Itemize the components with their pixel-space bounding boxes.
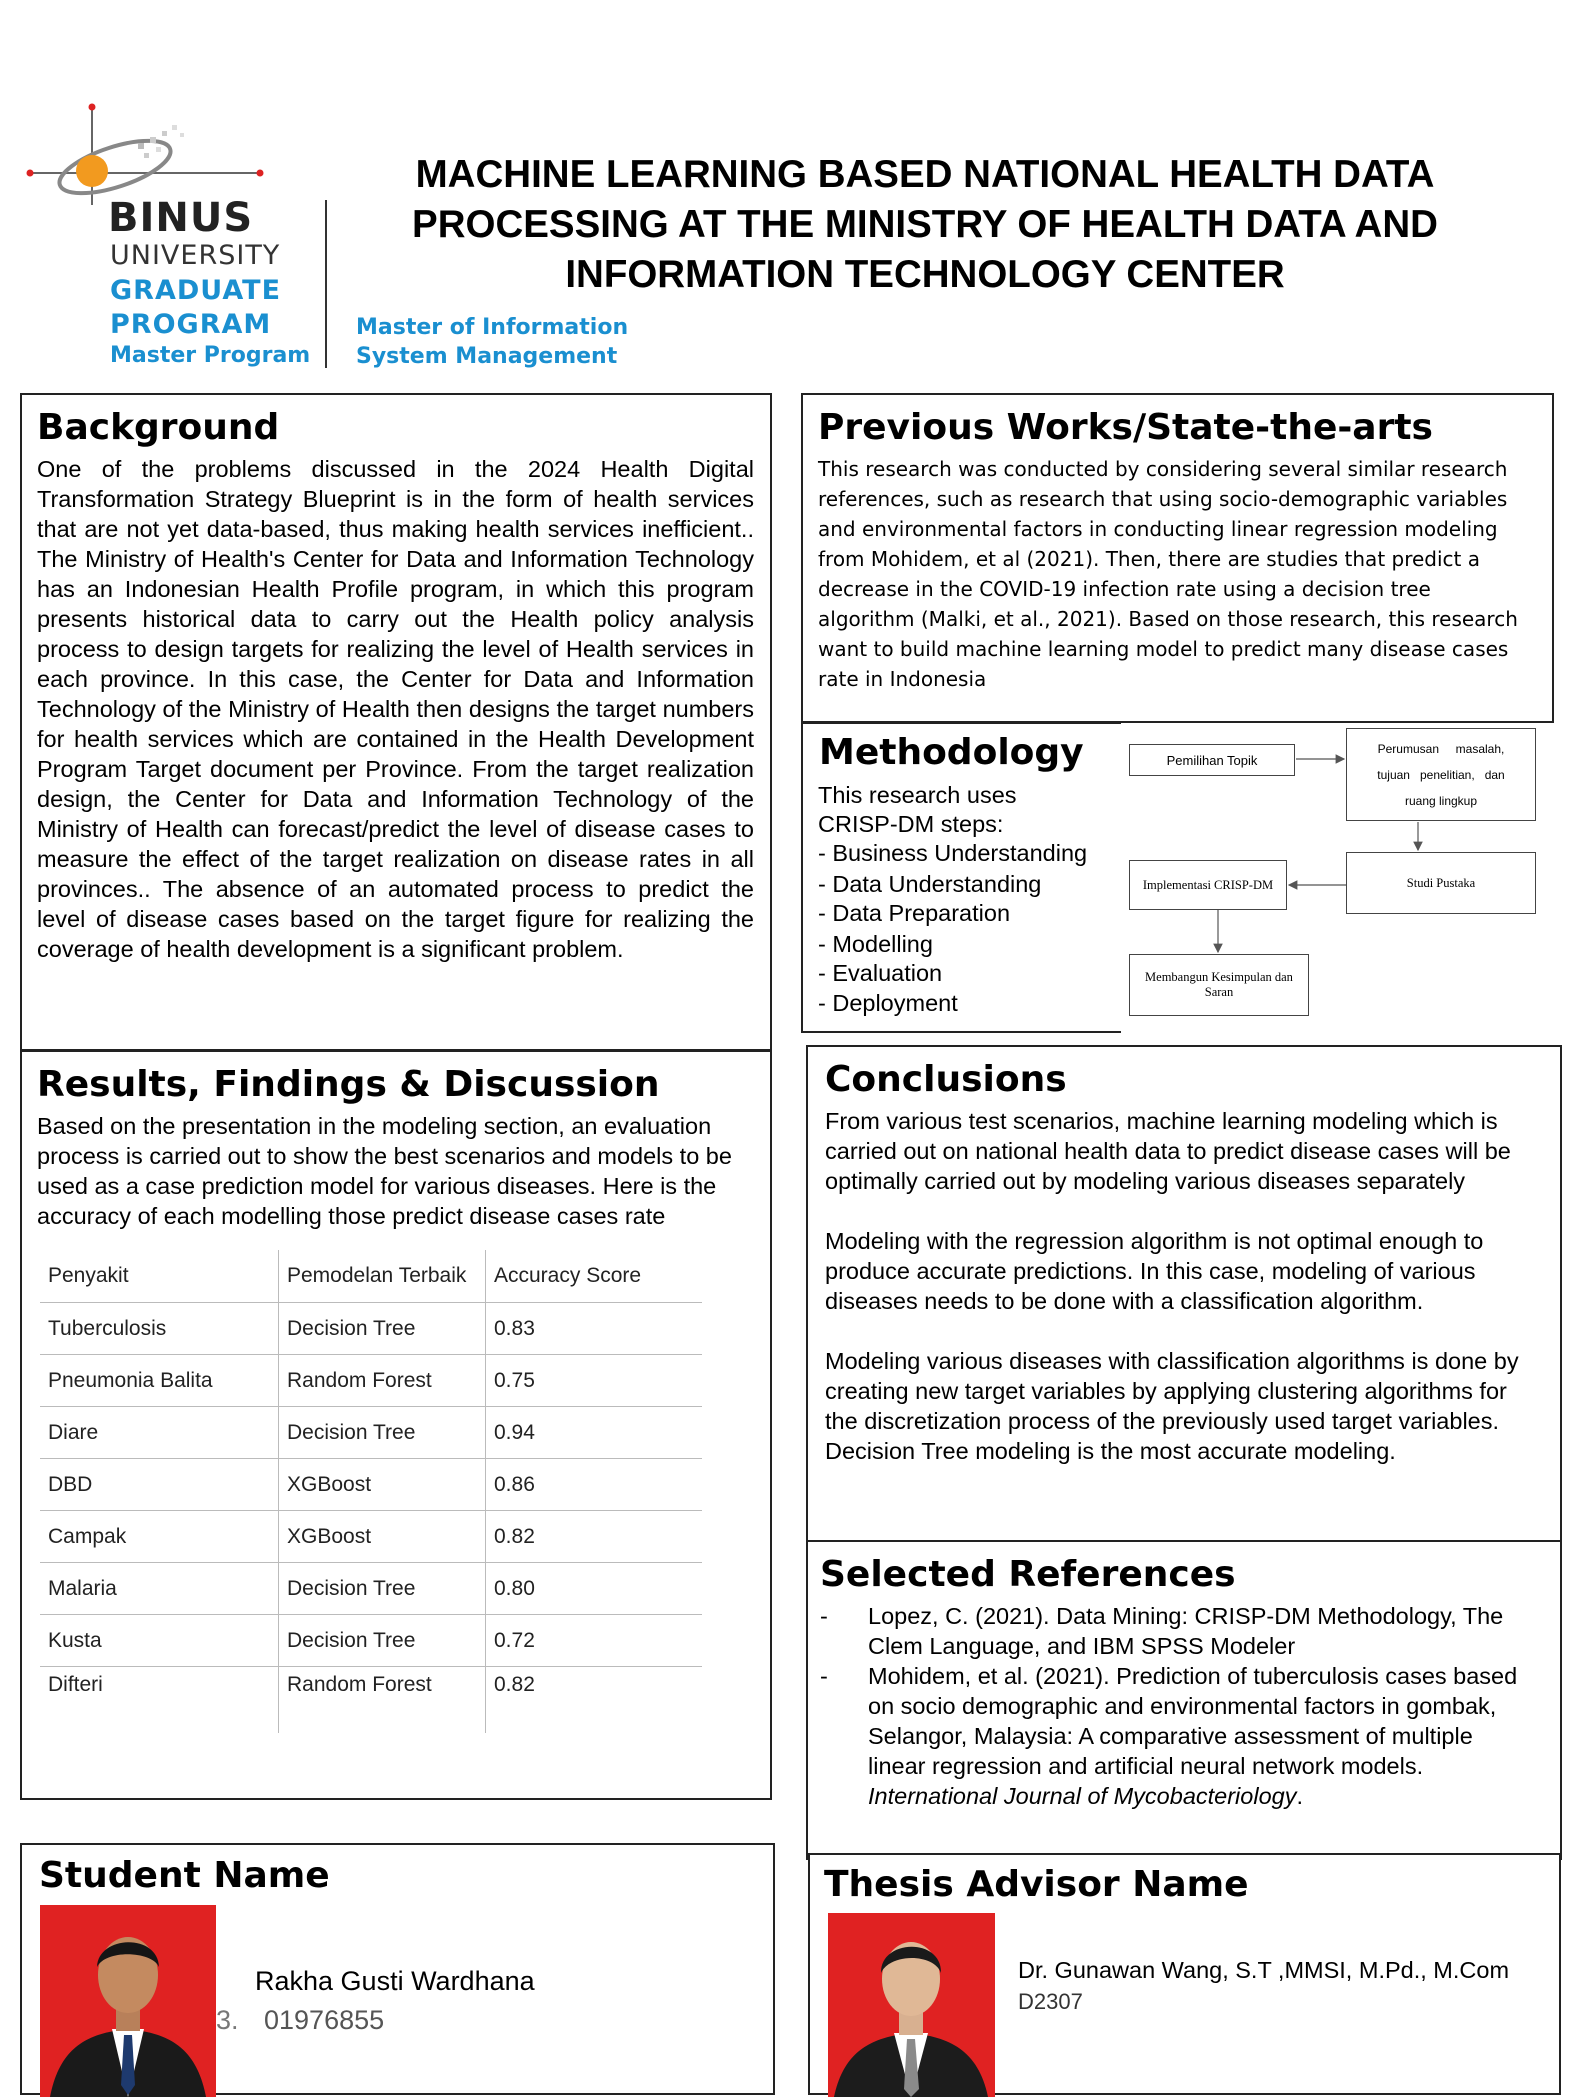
table-cell: Malaria (40, 1563, 279, 1615)
logo-master-program-text: Master Program (110, 343, 311, 368)
flow-perumusan-line1: Perumusan masalah, (1377, 741, 1505, 756)
table-cell: Pneumonia Balita (40, 1355, 279, 1407)
table-cell: 0.80 (486, 1563, 703, 1615)
background-text: One of the problems discussed in the 2024 Health Digital Transformation Strategy Blueprint is in the form of health services that are not yet data-based, thus making health services inefficient.. The Ministry of Health's Center for Data and Information Technology has an Indonesian Health Profile program, in which this program presents historical data to carry out the Health policy analysis process to design targets for realizing the level of Health services in each province. In this case, the Center for Data and Information Technology of the Ministry of Health then designs the target numbers for health services which are contained in the Health Development Program Target document per Province. From the target realization design, the Center for Data and Information Technology of the Ministry of Health can forecast/predict the level of disease cases to measure the effect of the target realization on disease rates in all provinces.. The absence of an automated process to predict the level of disease cases based on the target figure for realizing the coverage of health development is a significant problem. (37, 456, 754, 963)
previous-works-title: Previous Works/State-the-arts (818, 407, 1433, 448)
conclusions-paragraph: Modeling with the regression algorithm is not optimal enough to produce accurate predictions. In this case, modeling of various diseases needs to be done with a classification algorithm. (825, 1228, 1484, 1315)
logo-mis-line2: System Management (356, 344, 618, 369)
table-cell: Tuberculosis (40, 1303, 279, 1355)
table-cell: Decision Tree (279, 1615, 486, 1667)
previous-works-text: This research was conducted by considering several similar research references, such as research that using socio-demographic variables and environmental factors in conducting linear regression modeling from Mohidem, et al (2021). Then, there are studies that predict a decrease in the COVID-19 infection rate using a decision tree algorithm (Malki, et al., 2021). Based on those research, this research want to build machine learning model to predict many disease cases rate in Indonesia (818, 457, 1518, 692)
table-cell: Decision Tree (279, 1407, 486, 1459)
student-photo (40, 1905, 216, 2097)
reference-dash: - (820, 1603, 828, 1630)
advisor-code: D2307 (1018, 1989, 1083, 2014)
flow-perumusan-line2: tujuan penelitian, dan (1377, 767, 1505, 782)
conclusions-paragraph: From various test scenarios, machine learning modeling which is carried out on national health data to predict disease cases will be optimally carried out by modeling various diseases separately (825, 1108, 1511, 1195)
table-row (40, 1563, 702, 1615)
advisor-photo (828, 1913, 995, 2097)
reference-text: Lopez, C. (2021). Data Mining: CRISP-DM Methodology, The Clem Language, and IBM SPSS Modeler (868, 1603, 1504, 1660)
logo-mis-line1: Master of Information (356, 315, 629, 340)
conclusions-paragraph: Modeling various diseases with classification algorithms is done by creating new target variables by applying clustering algorithms for the discretization process of the previously used target variables. Decision Tree modeling is the most accurate modeling. (825, 1348, 1519, 1465)
table-cell: 0.83 (486, 1303, 703, 1355)
methodology-step: - Deployment (818, 990, 958, 1016)
methodology-step: - Data Preparation (818, 900, 1011, 926)
table-cell: Diare (40, 1407, 279, 1459)
logo-graduate-text: GRADUATE (110, 275, 282, 306)
table-row (40, 1459, 702, 1511)
methodology-step: - Business Understanding (818, 840, 1088, 866)
methodology-step: - Data Understanding (818, 871, 1042, 897)
references-section (806, 1540, 1562, 1860)
table-cell: 0.75 (486, 1355, 703, 1407)
advisor-name: Dr. Gunawan Wang, S.T ,MMSI, M.Pd., M.Com (1018, 1957, 1510, 1983)
table-cell: 0.86 (486, 1459, 703, 1511)
table-row (40, 1407, 702, 1459)
table-header-row (40, 1250, 702, 1303)
table-cell: Random Forest (279, 1355, 486, 1407)
table-header-cell: Accuracy Score (486, 1250, 703, 1303)
methodology-step: - Evaluation (818, 960, 943, 986)
poster-title: MACHINE LEARNING BASED NATIONAL HEALTH DATA PROCESSING AT THE MINISTRY OF HEALTH DATA AND INFORMATION TECHNOLOGY CENTER (412, 153, 1438, 296)
reference-dash: - (820, 1663, 828, 1690)
table-header-cell: Pemodelan Terbaik (279, 1250, 486, 1303)
previous-works-section (801, 393, 1554, 723)
reference-body (868, 1661, 1520, 1811)
results-text: Based on the presentation in the modeling section, an evaluation process is carried out to show the best scenarios and models to be used as a case prediction model for various diseases. Here is the accuracy of each modelling those predict disease cases rate (37, 1113, 732, 1230)
methodology-section (801, 722, 1554, 1034)
table-row (40, 1511, 702, 1563)
methodology-intro-2: CRISP-DM steps: (818, 811, 1004, 837)
table-cell: 0.82 (486, 1511, 703, 1563)
table-cell: 0.82 (494, 1673, 535, 1696)
student-id-prefix: 3. (216, 2005, 239, 2035)
references-title: Selected References (820, 1554, 1236, 1595)
table-cell: Kusta (40, 1615, 279, 1667)
logo-program-text: PROGRAM (110, 309, 272, 340)
flow-step-implementasi: Implementasi CRISP-DM (1129, 860, 1287, 910)
table-cell: DBD (40, 1459, 279, 1511)
reference-journal: International Journal of Mycobacteriology (868, 1783, 1297, 1810)
methodology-step: - Modelling (818, 931, 933, 957)
table-cell: 0.72 (486, 1615, 703, 1667)
table-cell: Random Forest (279, 1667, 486, 1734)
flow-step-pemilihan-topik: Pemilihan Topik (1129, 744, 1295, 776)
advisor-section (808, 1853, 1561, 2095)
conclusions-section (806, 1045, 1562, 1545)
results-section (20, 1050, 772, 1800)
student-title: Student Name (39, 1855, 330, 1896)
accuracy-table (40, 1250, 702, 1733)
table-cell: Decision Tree (279, 1563, 486, 1615)
table-cell: Decision Tree (279, 1303, 486, 1355)
crisp-dm-flow-diagram (1126, 722, 1554, 1034)
table-row (40, 1355, 702, 1407)
table-cell: XGBoost (279, 1511, 486, 1563)
table-row (40, 1615, 702, 1667)
student-portrait-icon (40, 1905, 216, 2097)
conclusions-title: Conclusions (825, 1059, 1067, 1100)
flow-step-perumusan (1346, 728, 1536, 821)
table-row (40, 1303, 702, 1355)
table-cell: Difteri (40, 1667, 279, 1734)
table-cell: Campak (40, 1511, 279, 1563)
flow-step-studi-pustaka: Studi Pustaka (1346, 852, 1536, 914)
reference-item (820, 1661, 1520, 1811)
results-title: Results, Findings & Discussion (37, 1064, 660, 1105)
reference-tail: . (1296, 1783, 1303, 1810)
reference-item (820, 1601, 1520, 1661)
methodology-intro-1: This research uses (818, 782, 1017, 808)
logo-binus-text: BINUS (108, 195, 254, 241)
advisor-title: Thesis Advisor Name (824, 1864, 1249, 1905)
background-section (20, 393, 772, 1051)
student-section (20, 1843, 775, 2095)
logo-university-text: UNIVERSITY (110, 240, 281, 271)
methodology-title: Methodology (819, 732, 1084, 773)
background-title: Background (37, 407, 280, 448)
table-cell: XGBoost (279, 1459, 486, 1511)
table-row (40, 1667, 702, 1734)
flow-perumusan-line3: ruang lingkup (1404, 793, 1478, 808)
logo-divider (325, 200, 327, 368)
student-name: Rakha Gusti Wardhana (255, 1966, 535, 1996)
flow-step-membangun: Membangun Kesimpulan dan Saran (1129, 954, 1309, 1016)
reference-text: Mohidem, et al. (2021). Prediction of tuberculosis cases based on socio demographic and environmental factors in gombak, Selangor, Malaysia: A comparative assessment of multiple linear regression and artificial neural network models. (868, 1663, 1518, 1780)
table-header-cell: Penyakit (40, 1250, 279, 1303)
table-cell: 0.94 (486, 1407, 703, 1459)
student-id: 01976855 (264, 2005, 385, 2035)
advisor-portrait-icon (828, 1913, 995, 2097)
